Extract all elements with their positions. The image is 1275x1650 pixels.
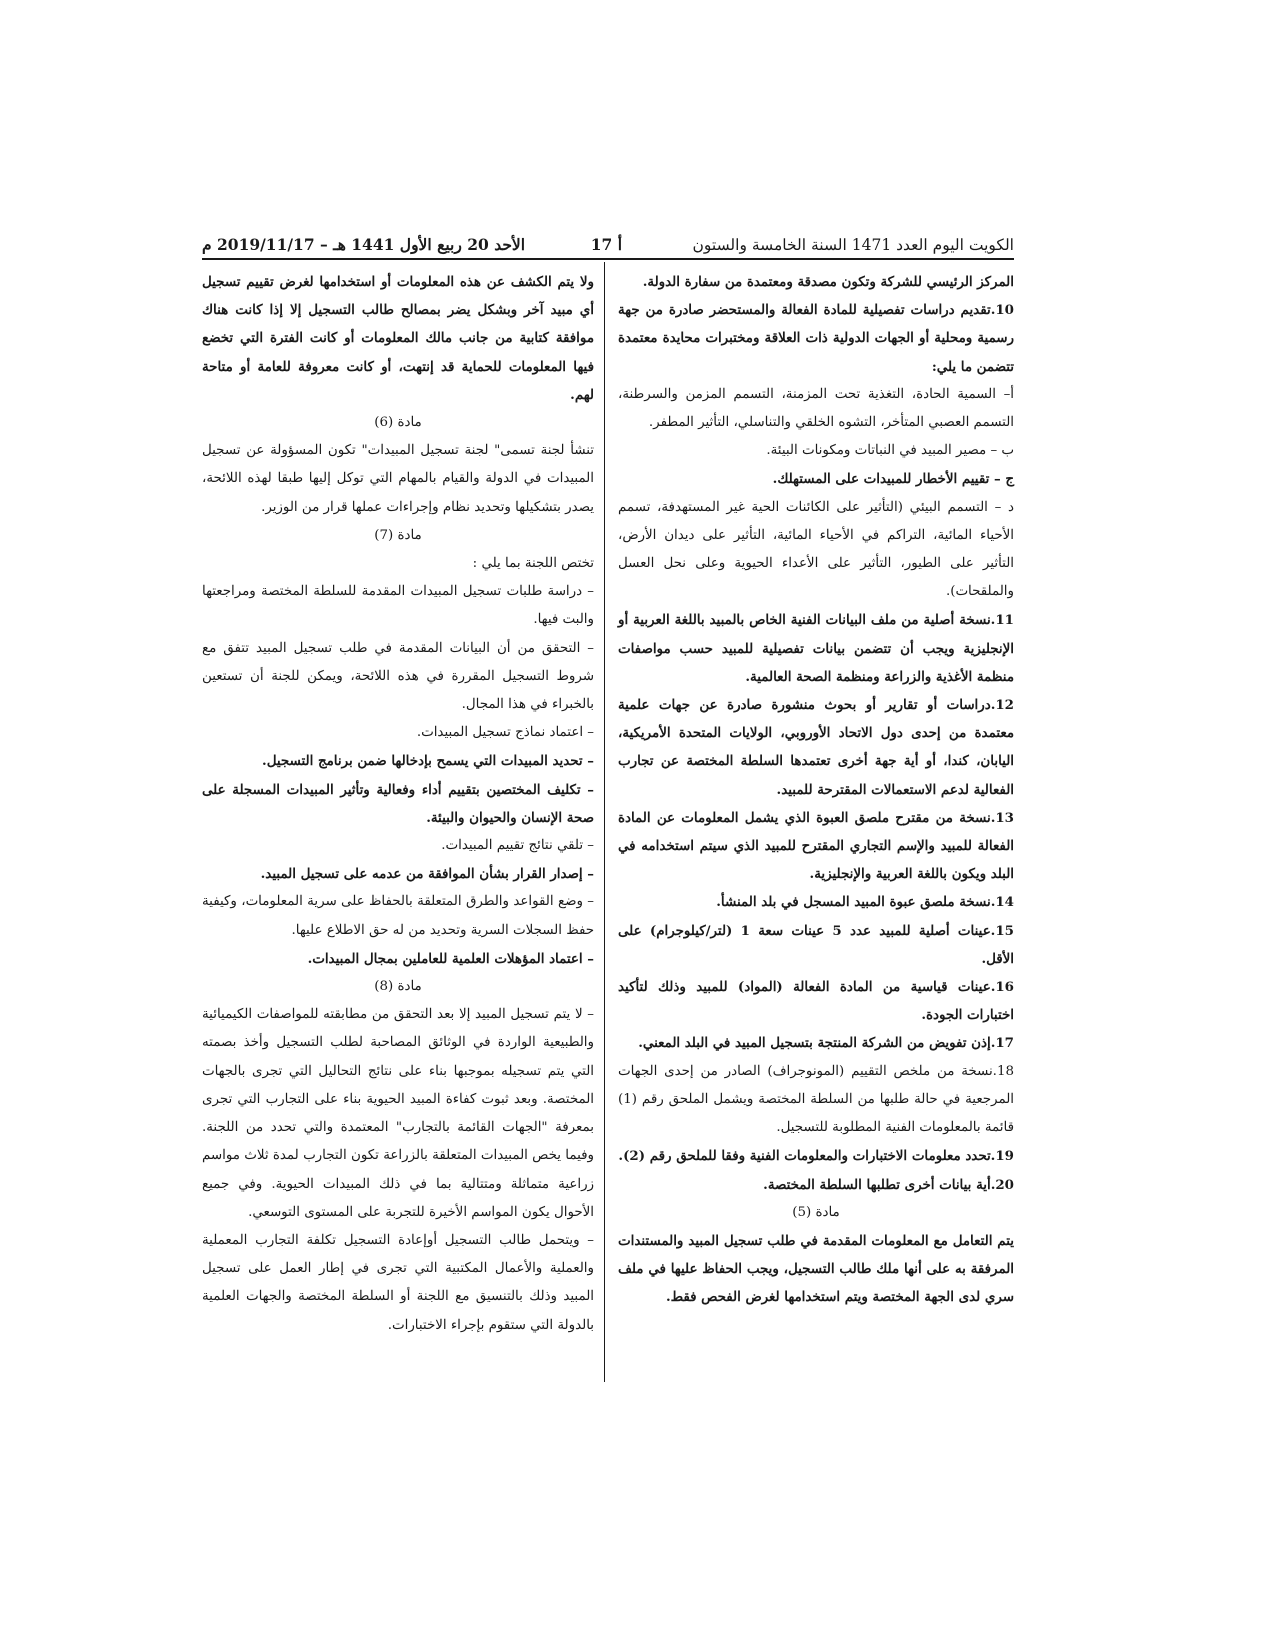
paragraph: د – التسمم البيئي (التأثير على الكائنات الحية غير المستهدفة، تسمم الأحياء المائية، التراكم في الأحياء المائية، التأثير على ديدان الأرض، التأثير على الطيور، التأثير على الأعداء الحيوية وعلى نحل العسل والملقحات). [618,499,1014,600]
paragraph: ب – مصير المبيد في النباتات ومكونات البيئة. [766,443,1014,459]
right-column [618,268,1014,1312]
paragraph: – دراسة طلبات تسجيل المبيدات المقدمة للسلطة المختصة ومراجعتها والبت فيها. [202,584,594,628]
page-header [202,228,1014,260]
header-publication: الكويت اليوم العدد 1471 السنة الخامسة والستون [692,236,1014,254]
paragraph: 15.عينات أصلية للمبيد عدد 5 عينات سعة 1 (لتر/كيلوجرام) على الأقل. [618,922,1014,967]
paragraph: – لا يتم تسجيل المبيد إلا بعد التحقق من مطابقته للمواصفات الكيميائية والطبيعية الواردة في الوثائق المصاحبة لطلب التسجيل وأخذ بصمته التي يتم تسجيله بموجبها بناء على نتائج التحاليل التي تجرى بالجهات المختصة. وبعد ثبوت كفاءة المبيد الحيوية بناء على التجارب التي تجرى بمعرفة "الجهات القائمة بالتجارب" المعتمدة والتي تحدد من اللجنة. وفيما يخص المبيدات المتعلقة بالزراعة تكون التجارب لمدة ثلاث مواسم زراعية متماثلة ومتتالية بما في ذلك المبيدات الحيوية. وفي جميع الأحوال يكون المواسم الأخيرة للتجربة على المستوى التوسعي. [202,1007,594,1220]
header-page-number: أ 17 [590,235,622,254]
article-heading: مادة (6) [374,415,422,431]
paragraph: – وضع القواعد والطرق المتعلقة بالحفاظ على سرية المعلومات، وكيفية حفظ السجلات السرية وتحديد من له حق الاطلاع عليها. [202,894,594,938]
paragraph: 12.دراسات أو تقارير أو بحوث منشورة صادرة عن جهات علمية معتمدة من إحدى دول الاتحاد الأوروبي، الولايات المتحدة الأمريكية، اليابان، كندا، أو أية جهة أخرى تعتمدها السلطة المختصة عن تجارب الفعالية لدعم الاستعمالات المقترحة للمبيد. [618,697,1014,798]
paragraph: تنشأ لجنة تسمى" لجنة تسجيل المبيدات" تكون المسؤولة عن تسجيل المبيدات في الدولة والقيام بالمهام التي توكل إليها طبقا لهذه اللائحة، يصدر بتشكيلها وتحديد نظام وإجراءات عملها قرار من الوزير. [202,443,594,515]
paragraph: 13.نسخة من مقترح ملصق العبوة الذي يشمل المعلومات عن المادة الفعالة للمبيد والإسم التجاري المقترح للمبيد الذي سيتم استخدامه في البلد ويكون باللغة العربية والإنجليزية. [618,809,1014,883]
paragraph: 18.نسخة من ملخص التقييم (المونوجراف) الصادر من إحدى الجهات المرجعية في حالة طلبها من السلطة المختصة ويشمل الملحق رقم (1) قائمة بالمعلومات الفنية المطلوبة للتسجيل. [618,1063,1014,1136]
article-heading: مادة (7) [374,527,422,543]
header-date: الأحد 20 ربيع الأول 1441 هـ – 2019/11/17 م [202,235,526,254]
paragraph: – إصدار القرار بشأن الموافقة من عدمه على تسجيل المبيد. [260,866,594,883]
paragraph: تختص اللجنة بما يلي : [472,556,594,572]
paragraph: 16.عينات قياسية من المادة الفعالة (المواد) للمبيد وذلك لتأكيد اختبارات الجودة. [618,979,1014,1024]
paragraph: 11.نسخة أصلية من ملف البيانات الفنية الخاص بالمبيد باللغة العربية أو الإنجليزية ويجب أن تتضمن بيانات تفصيلية للمبيد حسب مواصفات منظمة الأغذية والزراعة ومنظمة الصحة العالمية. [618,612,1014,685]
paragraph: 19.تحدد معلومات الاختبارات والمعلومات الفنية وفقا للملحق رقم (2). [618,1148,1014,1165]
header-rule [202,258,1014,260]
paragraph: – اعتماد المؤهلات العلمية للعاملين بمجال المبيدات. [307,950,594,967]
article-heading: مادة (5) [792,1204,840,1220]
column-divider [604,262,605,1382]
article-heading: مادة (8) [374,979,422,995]
paragraph: 10.تقديم دراسات تفصيلية للمادة الفعالة والمستحضر صادرة من جهة رسمية ومحلية أو الجهات الدولية ذات العلاقة ومختبرات محايدة معتمدة تتضمن ما يلي: [618,302,1014,375]
paragraph: 17.إذن تفويض من الشركة المنتجة بتسجيل المبيد في البلد المعني. [638,1035,1014,1052]
paragraph: 20.أية بيانات أخرى تطلبها السلطة المختصة. [763,1176,1014,1193]
paragraph: أ– السمية الحادة، التغذية تحت المزمنة، التسمم المزمن والسرطنة، التسمم العصبي المتأخر، التشوه الخلقي والتناسلي، التأثير المطفر. [618,386,1014,431]
paragraph: 14.نسخة ملصق عبوة المبيد المسجل في بلد المنشأ. [716,894,1014,911]
left-column [202,268,594,1340]
paragraph: المركز الرئيسي للشركة وتكون مصدقة ومعتمدة من سفارة الدولة. [642,274,1014,290]
paragraph: – ويتحمل طالب التسجيل أوإعادة التسجيل تكلفة التجارب المعملية والعملية والأعمال المكتبية التي تجرى في إطار العمل على تسجيل المبيد وذلك بالتنسيق مع اللجنة أو السلطة المختصة والجهات العلمية بالدولة التي ستقوم بإجراء الاختبارات. [202,1232,594,1333]
paragraph: – تكليف المختصين بتقييم أداء وفعالية وتأثير المبيدات المسجلة على صحة الإنسان والحيوان والبيئة. [202,781,594,826]
paragraph: – التحقق من أن البيانات المقدمة في طلب تسجيل المبيد تتفق مع شروط التسجيل المقررة في هذه اللائحة، ويمكن للجنة أن تستعين بالخبراء في هذا المجال. [202,640,594,713]
paragraph: يتم التعامل مع المعلومات المقدمة في طلب تسجيل المبيد والمستندات المرفقة به على أنها ملك طالب التسجيل، ويجب الحفاظ عليها في ملف سري لدى الجهة المختصة ويتم استخدامها لغرض الفحص فقط. [618,1232,1014,1306]
paragraph: – تحديد المبيدات التي يسمح بإدخالها ضمن برنامج التسجيل. [262,753,594,770]
paragraph: ج – تقييم الأخطار للمبيدات على المستهلك. [772,471,1014,488]
paragraph: ولا يتم الكشف عن هذه المعلومات أو استخدامها لغرض تقييم تسجيل أي مبيد آخر وبشكل يضر بمصالح طالب التسجيل إلا إذا كانت هناك موافقة كتابية من جانب مالك المعلومات أو كانت الفترة التي تخضع فيها المعلومات للحماية قد إنتهت، أو كانت معروفة للعامة أو متاحة لهم. [202,274,594,403]
paragraph: – تلقي نتائج تقييم المبيدات. [441,838,594,854]
paragraph: – اعتماد نماذج تسجيل المبيدات. [416,725,594,741]
